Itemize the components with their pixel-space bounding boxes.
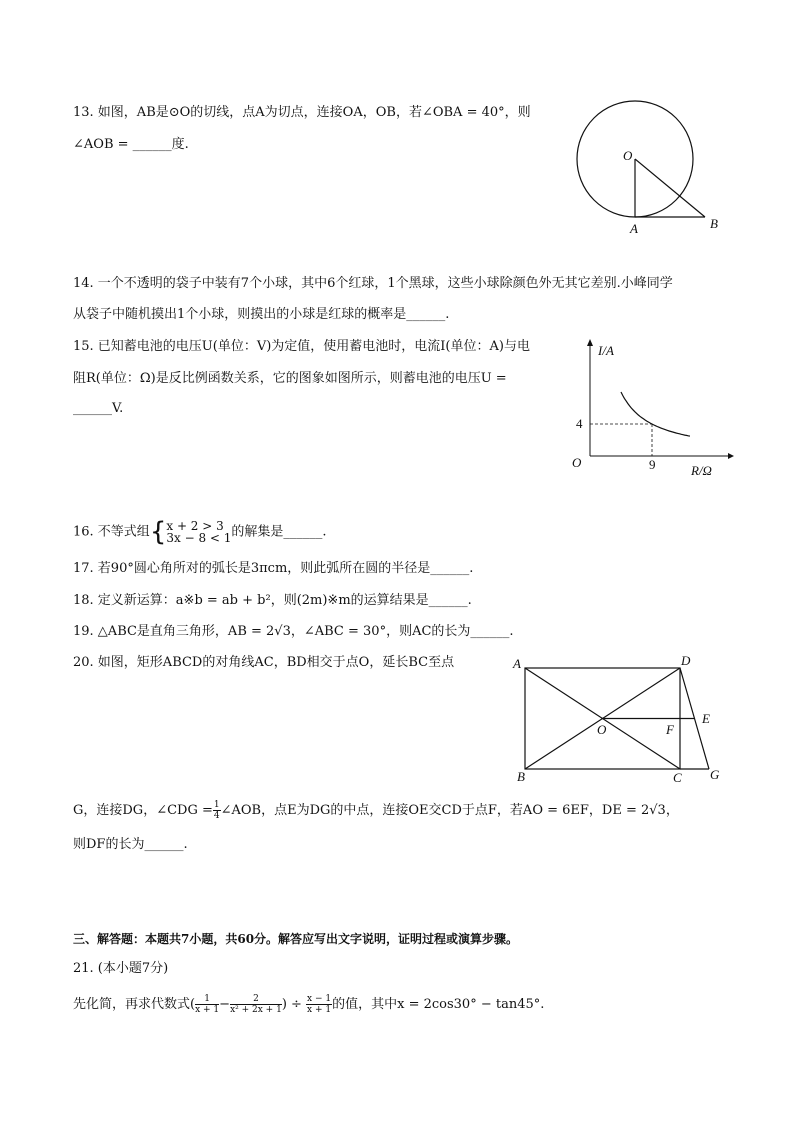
- section-3-title: 三、解答题：本题共7小题，共60分。解答应写出文字说明，证明过程或演算步骤。: [73, 932, 519, 946]
- x-tick-label: 9: [649, 457, 656, 472]
- q15-line3: ______V.: [73, 401, 124, 416]
- fraction-one-quarter: [213, 800, 221, 821]
- q19-line: 19. △ABC是直角三角形，AB = 2√3，∠ABC = 30°，则AC的长为______.: [73, 624, 514, 639]
- q16-prefix: 16. 不等式组: [73, 524, 150, 540]
- x-axis-label: R/Ω: [691, 463, 712, 478]
- division-sign: ) ÷: [281, 997, 307, 1012]
- q20-line1: 20. 如图，矩形ABCD的对角线AC，BD相交于点O，延长BC至点: [73, 655, 455, 670]
- fraction-3-num: x − 1: [307, 994, 332, 1004]
- q21-expression: [73, 992, 544, 1018]
- q15-line2: 阻R(单位：Ω)是反比例函数关系，它的图象如图所示，则蓄电池的电压U =: [73, 371, 507, 386]
- label-o: O: [623, 148, 633, 163]
- q15-line1: 15. 已知蓄电池的电压U(单位：V)为定值，使用蓄电池时，电流I(单位：A)与电: [73, 339, 530, 354]
- fraction-den: 4: [213, 811, 220, 821]
- brace-icon: {: [149, 517, 167, 547]
- label-d: D: [681, 653, 691, 668]
- q16-line: [73, 519, 327, 546]
- label-c: C: [673, 770, 682, 785]
- label-g: G: [710, 767, 720, 782]
- fraction-2-num: 2: [230, 994, 282, 1005]
- fraction-2-den: x² + 2x + 1: [230, 1005, 282, 1015]
- fraction-1: [195, 994, 219, 1015]
- q21-prefix: 先化简，再求代数式(: [73, 997, 196, 1012]
- q20-line3: 则DF的长为______.: [73, 837, 188, 852]
- q13-circle-figure: [565, 92, 735, 242]
- q18-line: 18. 定义新运算：a※b = ab + b²，则(2m)※m的运算结果是______.: [73, 593, 472, 608]
- inequality-2: 3x − 8 < 1: [166, 531, 232, 545]
- q20-line2-b: ∠AOB，点E为DG的中点，连接OE交CD于点F，若AO = 6EF，DE = 2√3，: [220, 803, 679, 818]
- origin-label: O: [572, 455, 582, 470]
- label-b: B: [517, 769, 525, 784]
- inequality-1: x + 2 > 3: [166, 519, 224, 533]
- q20-line2: [73, 800, 679, 822]
- label-f: F: [666, 722, 674, 737]
- fraction-1-num: 1: [195, 994, 219, 1005]
- fraction-1-den: x + 1: [195, 1005, 220, 1015]
- label-a: A: [513, 656, 521, 671]
- q21-header: 21. (本小题7分): [73, 961, 169, 976]
- x-axis-arrow-icon: [728, 453, 734, 459]
- fraction-3-den: x + 1: [307, 1005, 332, 1015]
- fraction-2: [230, 994, 282, 1015]
- label-a: A: [630, 221, 638, 236]
- q16-suffix: 的解集是______.: [231, 524, 327, 540]
- y-axis-label: I/A: [598, 343, 614, 358]
- y-axis-arrow-icon: [587, 339, 593, 346]
- q13-line2: ∠AOB = ______度.: [73, 137, 189, 152]
- segment-ob: [635, 159, 705, 217]
- label-b: B: [710, 216, 718, 231]
- fraction-num: 1: [213, 800, 220, 810]
- q17-line: 17. 若90°圆心角所对的弧长是3πcm，则此弧所在圆的半径是______.: [73, 561, 474, 576]
- fraction-3: [306, 994, 332, 1015]
- label-e: E: [702, 711, 710, 726]
- label-o: O: [597, 722, 607, 737]
- q14-line1: 14. 一个不透明的袋子中装有7个小球，其中6个红球，1个黑球，这些小球除颜色外无其它差别.小峰同学: [73, 276, 673, 291]
- minus-sign: −: [219, 997, 231, 1012]
- q14-line2: 从袋子中随机摸出1个小球，则摸出的小球是红球的概率是______.: [73, 307, 450, 322]
- series-curve: [621, 392, 690, 436]
- q21-suffix: 的值，其中x = 2cos30° − tan45°.: [332, 997, 545, 1012]
- q20-rectangle-figure: [505, 652, 730, 787]
- q15-inverse-graph: [568, 336, 738, 481]
- inequality-system: [166, 520, 231, 544]
- q13-line1: 13. 如图，AB是⊙O的切线，点A为切点，连接OA，OB，若∠OBA = 40°，则: [73, 105, 531, 120]
- q20-line2-a: G，连接DG，∠CDG =: [73, 803, 213, 818]
- y-tick-label: 4: [576, 416, 583, 431]
